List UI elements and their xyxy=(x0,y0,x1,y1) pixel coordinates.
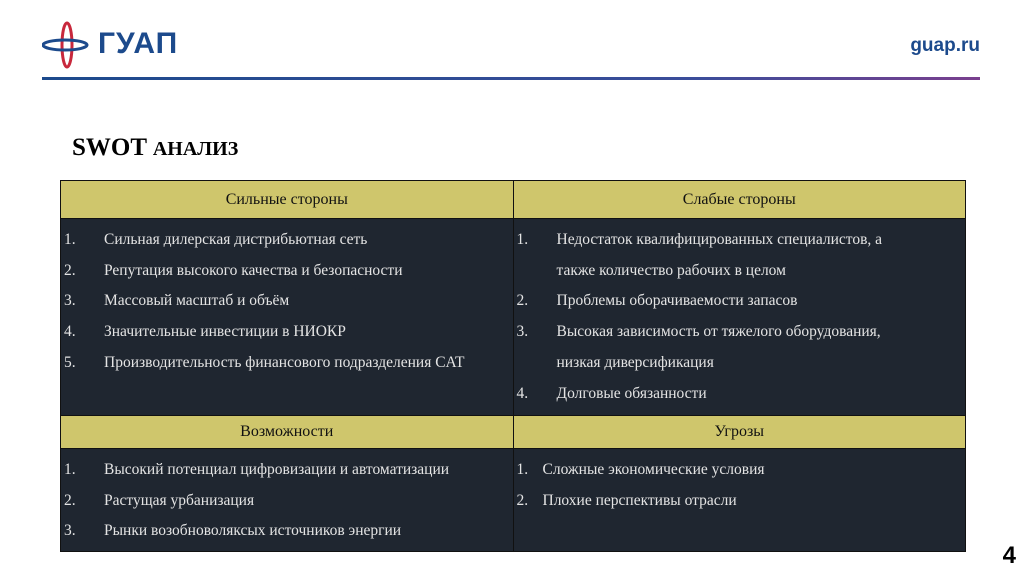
page-number: 4 xyxy=(1002,542,1016,569)
item-number: 3. xyxy=(516,323,529,341)
item-number: 3. xyxy=(64,292,76,310)
item-number: 1. xyxy=(516,231,529,248)
item-text: Высокая зависимость от тяжелого оборудования, xyxy=(556,323,881,341)
item-number: 4. xyxy=(64,323,76,341)
item-text: Плохие перспективы отрасли xyxy=(542,491,737,509)
list-item xyxy=(61,286,513,317)
logo-text: ГУАП xyxy=(98,27,179,60)
list-item xyxy=(61,516,513,547)
item-number: 2. xyxy=(516,292,529,310)
item-number: 1. xyxy=(64,461,76,478)
item-text: Проблемы оборачиваемости запасов xyxy=(556,292,798,310)
item-text: Рынки возобноволяксых источников энергии xyxy=(104,522,402,540)
list-item xyxy=(61,225,513,256)
item-text: Высокий потенциал цифровизации и автоматизации xyxy=(104,461,450,478)
item-number: 2. xyxy=(64,491,76,509)
title-main: SWOT xyxy=(72,134,147,161)
header-divider xyxy=(42,77,980,80)
item-text: Производительность финансового подразделения CAT xyxy=(104,353,465,371)
list-item xyxy=(61,348,513,379)
list-item xyxy=(61,317,513,348)
item-text: Сильная дилерская дистрибьютная сеть xyxy=(104,231,368,248)
site-url: guap.ru xyxy=(910,35,980,56)
list-item xyxy=(61,486,513,517)
strengths-list xyxy=(61,219,514,416)
item-number: 1. xyxy=(516,461,529,478)
opportunities-header: Возможности xyxy=(61,416,514,449)
strengths-header: Сильные стороны xyxy=(61,181,514,219)
weaknesses-header: Слабые стороны xyxy=(513,181,966,219)
item-text: Репутация высокого качества и безопасности xyxy=(104,261,403,279)
item-number xyxy=(514,256,557,287)
item-text: Недостаток квалифицированных специалистов, а xyxy=(556,231,883,248)
list-item xyxy=(61,455,513,486)
item-number: 3. xyxy=(64,522,76,540)
page-title xyxy=(72,134,238,162)
item-text: Значительные инвестиции в НИОКР xyxy=(104,323,346,341)
list-item xyxy=(61,256,513,287)
item-text: Долговые обязанности xyxy=(556,384,707,402)
item-text: низкая диверсификация xyxy=(556,353,714,371)
item-number: 4. xyxy=(516,384,529,402)
item-number xyxy=(514,348,557,379)
item-number: 1. xyxy=(64,231,76,248)
threats-header: Угрозы xyxy=(513,416,966,449)
item-text: Массовый масштаб и объём xyxy=(104,292,290,310)
item-text: Сложные экономические условия xyxy=(542,461,765,478)
list-item xyxy=(514,225,966,256)
list-item xyxy=(514,348,966,379)
opportunities-list xyxy=(61,449,514,552)
list-item xyxy=(514,317,966,348)
list-item xyxy=(514,256,966,287)
item-text: Растущая урбанизация xyxy=(104,491,255,509)
threats-list xyxy=(513,449,966,552)
item-number: 2. xyxy=(64,261,76,279)
list-item xyxy=(514,379,966,410)
list-item xyxy=(514,286,966,317)
title-rest: АНАЛИЗ xyxy=(152,138,239,160)
item-number: 5. xyxy=(64,353,76,371)
list-item xyxy=(514,455,966,486)
weaknesses-list xyxy=(513,219,966,416)
list-item xyxy=(514,486,966,517)
item-text: также количество рабочих в целом xyxy=(556,261,786,279)
item-number: 2. xyxy=(516,491,529,509)
swot-table xyxy=(60,180,966,552)
